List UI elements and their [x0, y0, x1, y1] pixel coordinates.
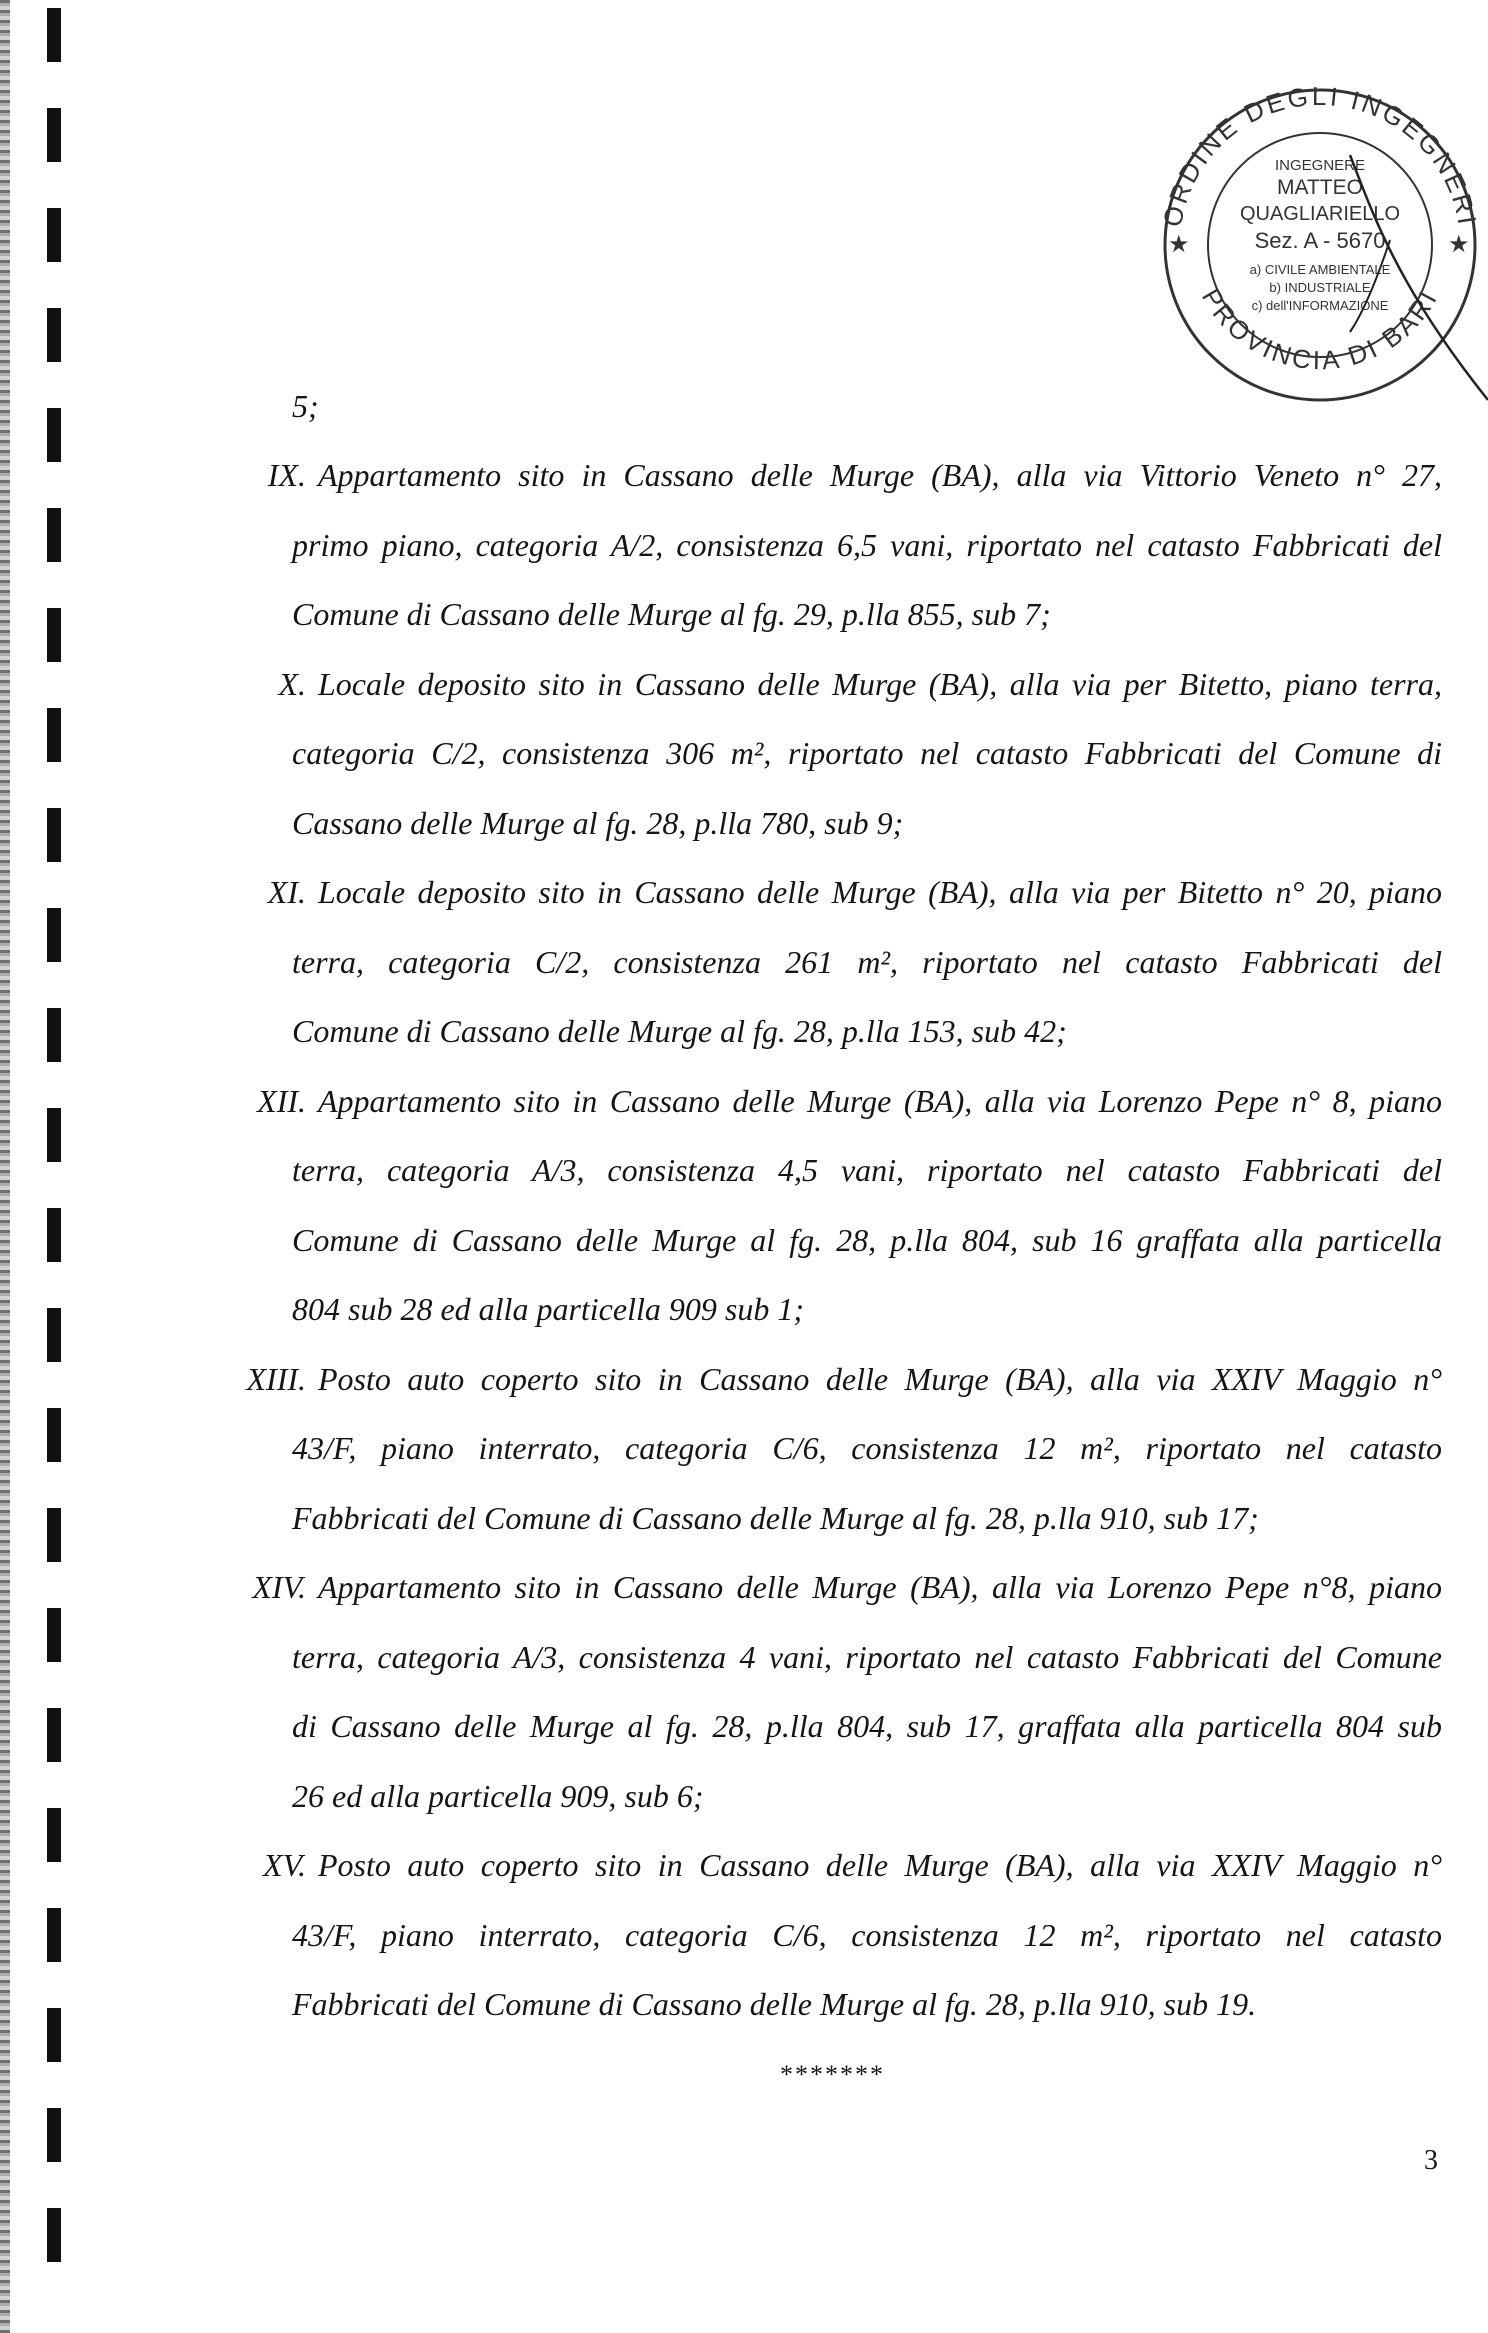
item-text-line: di Cassano delle Murge al fg. 28, p.lla 804, sub 17, graffata alla particella 804 sub	[292, 1708, 1442, 1744]
punch-hole-mark	[47, 1508, 61, 1562]
punch-hole-mark	[47, 2108, 61, 2162]
item-text-line: 43/F, piano interrato, categoria C/6, consistenza 12 m², riportato nel catasto	[292, 1916, 1442, 1953]
item-text-line: terra, categoria C/2, consistenza 261 m², riportato nel catasto Fabbricati del	[292, 943, 1442, 980]
item-number: XI.	[267, 874, 306, 910]
item-text-line: Comune di Cassano delle Murge al fg. 29, p.lla 855, sub 7;	[292, 596, 1051, 632]
item-text-line: primo piano, categoria A/2, consistenza 6,5 vani, riportato nel catasto Fabbricati del	[292, 526, 1442, 563]
stamp-first-name: MATTEO	[1277, 176, 1363, 199]
item-text-line: Appartamento sito in Cassano delle Murge (BA), alla via Lorenzo Pepe n°8, piano	[318, 1569, 1442, 1605]
punch-hole-mark	[47, 1008, 61, 1062]
punch-hole-mark	[47, 208, 61, 262]
punch-hole-mark	[47, 2008, 61, 2062]
punch-hole-mark	[47, 1708, 61, 1762]
stamp-section: Sez. A - 5670	[1254, 228, 1386, 253]
stamp-star-left-icon: ★	[1168, 232, 1190, 258]
punch-hole-mark	[47, 1108, 61, 1162]
stamp-last-name: QUAGLIARIELLO	[1239, 203, 1401, 225]
page-number: 3	[1424, 2145, 1438, 2176]
scan-binding-edge	[0, 0, 10, 2333]
item-number: XV.	[263, 1847, 306, 1883]
item-text-line: terra, categoria A/3, consistenza 4 vani, riportato nel catasto Fabbricati del Comune	[292, 1638, 1442, 1675]
item-text-line: 43/F, piano interrato, categoria C/6, consistenza 12 m², riportato nel catasto	[292, 1430, 1442, 1466]
punch-hole-mark	[47, 1808, 61, 1862]
punch-hole-mark	[47, 1308, 61, 1362]
item-text-line: terra, categoria A/3, consistenza 4,5 vani, riportato nel catasto Fabbricati del	[292, 1152, 1442, 1188]
stamp-star-right-icon: ★	[1448, 232, 1470, 258]
item-number: XIV.	[252, 1569, 306, 1605]
item-text-line: 26 ed alla particella 909, sub 6;	[292, 1777, 704, 1814]
punch-hole-mark	[47, 308, 61, 362]
punch-hole-mark	[47, 1408, 61, 1462]
punch-hole-mark	[47, 1908, 61, 1962]
item-text-line: Cassano delle Murge al fg. 28, p.lla 780, sub 9;	[292, 804, 904, 841]
item-number: XIII.	[246, 1360, 306, 1397]
item-number: XII.	[257, 1082, 306, 1119]
engineer-seal-stamp	[1150, 70, 1488, 420]
item-text-line: 804 sub 28 ed alla particella 909 sub 1;	[292, 1291, 804, 1327]
punch-hole-mark	[47, 108, 61, 162]
section-divider: *******	[780, 2060, 885, 2089]
punch-hole-mark	[47, 608, 61, 662]
punch-hole-mark	[47, 8, 61, 62]
punch-hole-marks	[47, 0, 61, 2333]
punch-hole-mark	[47, 808, 61, 862]
item-text-line: Locale deposito sito in Cassano delle Murge (BA), alla via per Bitetto, piano terra,	[318, 665, 1442, 702]
stamp-sector-a: a) CIVILE AMBIENTALE	[1249, 262, 1391, 277]
item-text-line: Comune di Cassano delle Murge al fg. 28, p.lla 804, sub 16 graffata alla particella	[292, 1221, 1442, 1258]
item-text-line: Posto auto coperto sito in Cassano delle Murge (BA), alla via XXIV Maggio n°	[318, 1847, 1442, 1883]
item-text-line: Appartamento sito in Cassano delle Murge (BA), alla via Lorenzo Pepe n° 8, piano	[318, 1082, 1442, 1119]
punch-hole-mark	[47, 508, 61, 562]
stamp-sector-b: b) INDUSTRIALE	[1269, 280, 1371, 295]
punch-hole-mark	[47, 2208, 61, 2262]
item-text-line: Fabbricati del Comune di Cassano delle Murge al fg. 28, p.lla 910, sub 17;	[292, 1499, 1259, 1536]
item-number: IX.	[267, 457, 306, 493]
item-text-line: Comune di Cassano delle Murge al fg. 28, p.lla 153, sub 42;	[292, 1013, 1067, 1049]
punch-hole-mark	[47, 908, 61, 962]
punch-hole-mark	[47, 1208, 61, 1262]
stamp-sector-c: c) dell'INFORMAZIONE	[1251, 298, 1389, 313]
carryover-text: 5;	[292, 388, 319, 424]
item-number: X.	[278, 665, 306, 702]
item-text-line: Fabbricati del Comune di Cassano delle Murge al fg. 28, p.lla 910, sub 19.	[292, 1986, 1257, 2022]
stamp-ring-bottom: PROVINCIA DI BARI	[1196, 283, 1444, 376]
item-text-line: categoria C/2, consistenza 306 m², riportato nel catasto Fabbricati del Comune di	[292, 735, 1442, 771]
stamp-role: INGEGNERE	[1274, 157, 1366, 174]
item-text-line: Posto auto coperto sito in Cassano delle Murge (BA), alla via XXIV Maggio n°	[318, 1360, 1442, 1397]
item-text-line: Appartamento sito in Cassano delle Murge (BA), alla via Vittorio Veneto n° 27,	[318, 457, 1442, 493]
punch-hole-mark	[47, 408, 61, 462]
punch-hole-mark	[47, 708, 61, 762]
item-text-line: Locale deposito sito in Cassano delle Murge (BA), alla via per Bitetto n° 20, piano	[318, 874, 1442, 910]
stamp-ring-top: ORDINE DEGLI INGEGNERI	[1157, 81, 1483, 230]
punch-hole-mark	[47, 1608, 61, 1662]
